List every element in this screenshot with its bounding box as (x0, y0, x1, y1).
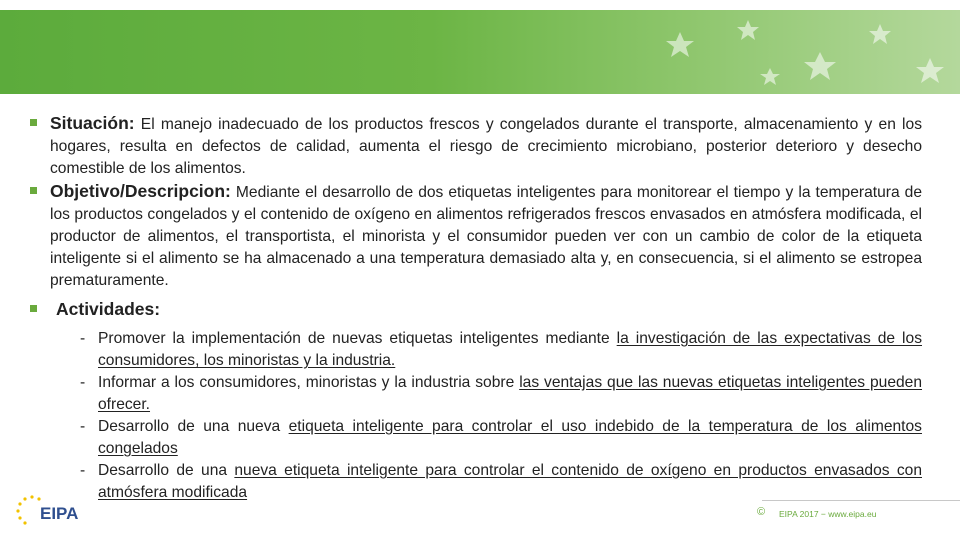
eipa-logo (12, 492, 102, 532)
objetivo-item (30, 180, 922, 292)
list-item: - Promover la implementación de nuevas etiquetas inteligentes mediante la investigación de las expectativas de los consumidores, los minoristas y la industria. (80, 330, 922, 369)
activity-underlined: etiqueta inteligente para controlar el uso indebido de la temperatura de los alimentos congelados (98, 418, 922, 457)
list-item: - Informar a los consumidores, minoristas y la industria sobre las ventajas que las nuevas etiquetas inteligentes pueden ofrecer. (80, 374, 923, 413)
objetivo-heading: Objetivo/Descripcion: (50, 181, 231, 201)
objetivo-text: Mediante el desarrollo de dos etiquetas inteligentes para monitorear el tiempo y la temperatura de los productos congelados y el contenido de oxígeno en alimentos refrigerados frescos envasados en atmósfera modificada, el productor de alimentos, el transportista, el minorista y el consumidor pueden ver con un cambio de color de la etiqueta inteligente si el alimento se ha almacenado a una temperatura demasiado alta y, en consecuencia, si el alimento se estropea prematuramente. (50, 184, 922, 289)
footer-text: EIPA 2017 − www.eipa.eu (779, 509, 877, 519)
activity-text: Promover la implementación de nuevas etiquetas inteligentes mediante (98, 330, 617, 347)
star-decoration-icon (0, 10, 960, 94)
actividades-heading: Actividades: (56, 299, 161, 319)
copyright-symbol: © (757, 506, 766, 518)
square-bullet-icon (30, 187, 37, 194)
activity-underlined: las ventajas que las nuevas etiquetas inteligentes pueden ofrecer. (98, 374, 923, 413)
slide-content (30, 112, 922, 504)
square-bullet-icon (30, 119, 37, 126)
actividades-list (50, 328, 922, 504)
situacion-item (30, 112, 922, 180)
activity-underlined: la investigación de las expectativas de los consumidores, los minoristas y la industria. (98, 330, 922, 369)
situacion-text: El manejo inadecuado de los productos frescos y congelados durante el transporte, almacenamiento y en los hogares, resulta en defectos de calidad, aumenta el riesgo de crecimiento microbiano, posterior deterioro y desecho comestible de los alimentos. (50, 116, 922, 177)
activity-underlined: nueva etiqueta inteligente para controlar el contenido de oxígeno en productos envasados con atmósfera modificada (98, 462, 922, 501)
list-item: - Desarrollo de una nueva etiqueta inteligente para controlar el contenido de oxígeno en productos envasados con atmósfera modificada (80, 462, 922, 501)
header-banner (0, 10, 960, 94)
actividades-item (30, 298, 922, 504)
activity-text: Desarrollo de una nueva (98, 418, 289, 435)
situacion-heading: Situación: (50, 113, 135, 133)
footer-divider (762, 500, 960, 501)
activity-text: Desarrollo de una (98, 462, 235, 479)
square-bullet-icon (30, 305, 37, 312)
activity-text: Informar a los consumidores, minoristas y la industria sobre (98, 374, 520, 391)
logo-text: EIPA (40, 504, 79, 523)
list-item: - Desarrollo de una nueva etiqueta inteligente para controlar el uso indebido de la temperatura de los alimentos congelados (80, 418, 922, 457)
